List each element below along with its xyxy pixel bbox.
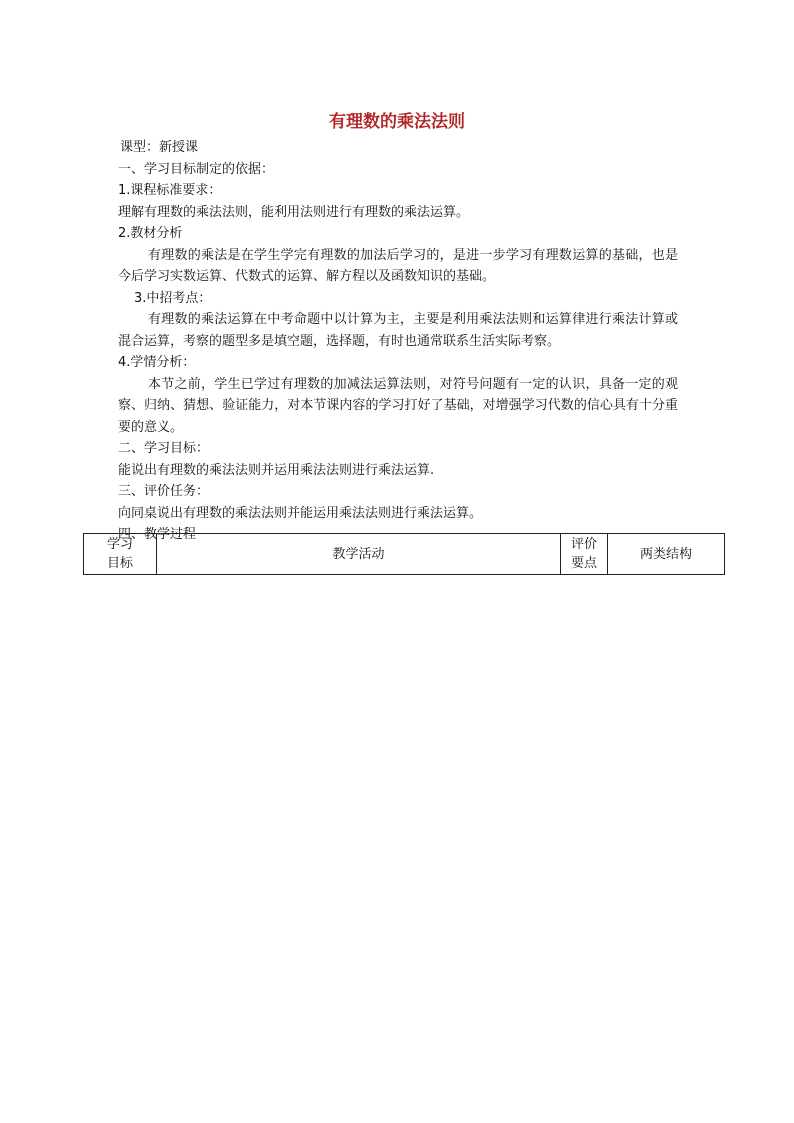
item-text-2: 有理数的乘法是在学生学完有理数的加法后学习的，是进一步学习有理数运算的基础，也是今后学习实数运算、代数式的运算、解方程以及函数知识的基础。 <box>118 247 678 284</box>
section-text-3: 向同桌说出有理数的乘法法则并能运用乘法法则进行乘法运算。 <box>118 505 483 521</box>
section-text-2: 能说出有理数的乘法法则并运用乘法法则进行乘法运算. <box>118 462 435 478</box>
section-heading-4: 四、教学过程 <box>118 527 197 542</box>
header-cell-activity: 教学活动 <box>157 534 561 575</box>
table-header-row <box>84 534 725 575</box>
section-heading-1: 一、学习目标制定的依据： <box>118 161 275 177</box>
teaching-process-table <box>83 533 725 575</box>
document-title: 有理数的乘法法则 <box>329 112 465 132</box>
header-cell-goal: 学习 目标 <box>84 534 157 575</box>
item-heading-2: 2.教材分析 <box>118 226 183 241</box>
document-body <box>118 137 678 546</box>
section-heading-2: 二、学习目标： <box>118 441 210 456</box>
item-text-4: 本节之前，学生已学过有理数的加减法运算法则，对符号问题有一定的认识，具备一定的观察、归纳、猜想、验证能力，对本节课内容的学习打好了基础，对增强学习代数的信心具有十分重要的意义。 <box>118 376 678 435</box>
course-type: 课型：新授课 <box>120 140 199 155</box>
item-heading-4: 4.学情分析： <box>118 355 196 370</box>
header-cell-evaluation: 评价 要点 <box>561 534 608 575</box>
item-text-1: 理解有理数的乘法法则，能利用法则进行有理数的乘法运算。 <box>118 204 470 220</box>
item-text-3: 有理数的乘法运算在中考命题中以计算为主，主要是利用乘法法则和运算律进行乘法计算或混合运算，考察的题型多是填空题，选择题，有时也通常联系生活实际考察。 <box>118 312 678 349</box>
header-cell-structure: 两类结构 <box>608 534 725 575</box>
item-heading-1: 1.课程标准要求： <box>118 183 222 198</box>
section-heading-3: 三、评价任务： <box>118 484 210 499</box>
item-heading-3: 3.中招考点： <box>134 290 212 306</box>
